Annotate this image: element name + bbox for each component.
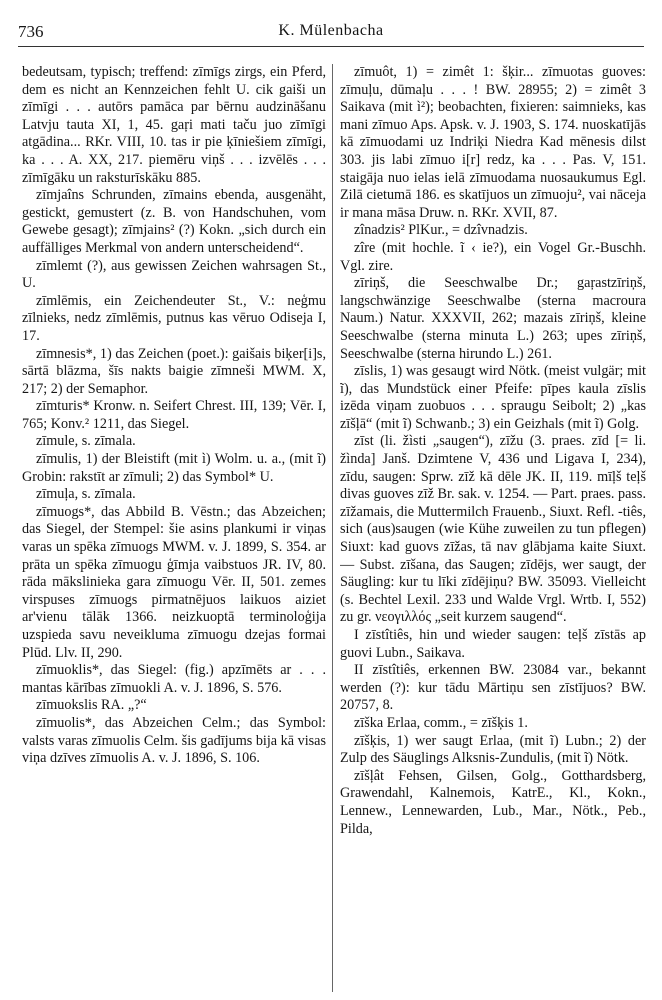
entry-zimlemt: zīmlemt (?), aus gewissen Zeichen wahrsagen St., U. [22, 257, 326, 292]
entry-zimule: zīmule, s. zīmala. [36, 433, 136, 450]
entry-zimjains: zīmjaîns Schrunden, zīmains ebenda, ausgenäht, gestickt, gemustert (z. B. von Handschuhen, vom Gewebe gesagt); zīmjains² (?) Kokn. „sich durch ein auffälliges Merkmal von andern unterscheidend“. [22, 187, 326, 256]
page-header [18, 22, 644, 47]
entry-zimnesis: zīmnesis*, 1) das Zeichen (poet.): gaišais biķer[i]s, sārtā blāzma, šīs nakts baigie zīmneši MWM. X, 217; 2) der Semaphor. [22, 345, 326, 397]
entry-zimuot: zīmuôt, 1) = zimêt 1: šķir... zīmuotas guoves: zīmuļu, dūmaļu . . . ! BW. 28955; 2) = zimêt 3 Saikava (mit ì²); beobachten, fixieren: saimnieks, kas mani zīmuo Aps. Apsk. v. J. 1903, S. 174. nuoskatījās kā zīmuodami uz Indriķi Niedra Kad mēnesis dilst 303. jis labi zīmuo i[r] redz, ka . . . Pas. V, 151. staigāja nuo ielas ielā zīmuodama nuosaukumus Egl. Zilā cietumā 186. es skatījuos un zīmuoju², vai nāceja ir mana māsa Druw. n. RKr. XVII, 87. [340, 64, 646, 221]
entry-zimulis: zīmulis, 1) der Bleistift (mit ì) Wolm. u. a., (mit ĩ) Grobin: rakstīt ar zīmuli; 2) das Symbol* U. [22, 451, 326, 485]
running-head: K. Mülenbacha [278, 22, 384, 39]
entry-zirins: zīriņš, die Seeschwalbe Dr.; gaŗastzīriņš, langschwänzige Seeschwalbe (sterna macroura Naum.) Natur. XXXVII, 262; mazais zīriņš, kleine Seeschwalbe (sterna minuta L.) 263; upes zīriņš, Seeschwalbe (sterna hirundo L.) 261. [340, 275, 646, 362]
entry-zimlemis: zīmlēmis, ein Zeichendeuter St., V.: neģmu zīlnieks, nedz zīmlēmis, putnus kas vēruo Odiseja I, 17. [22, 292, 326, 344]
entry-zire: zîre (mit hochle. ĩ ‹ ie?), ein Vogel Gr.-Buschh. Vgl. zire. [340, 239, 646, 274]
page-number: 736 [18, 22, 44, 41]
entry-zimuokslis: zīmuokslis RA. „?“ [36, 697, 147, 714]
left-column [22, 64, 326, 994]
column-divider [332, 64, 333, 992]
entry-zimuolis: zīmuolis*, das Abzeichen Celm.; das Symbol: valsts varas zīmuolis Celm. šis gadījums bija kā visas viņa dzīves zīmuolis A. v. J. 1896, S. 106. [22, 714, 326, 767]
entry-ziska: zīška Erlaa, comm., = zīšķis 1. [354, 714, 528, 731]
entry-zistities-2: II zīstîtiês, erkennen BW. 23084 var., bekannt werden (?): kur tādu Mārtiņu sen zīstījuos? BW. 20757, 8. [340, 662, 646, 714]
entry-zistities-1: I zīstîtiês, hin und wieder saugen: teļš zīstās ap guovi Lubn., Saikava. [340, 627, 646, 661]
entry-zimuogs: zīmuogs*, das Abbild B. Vēstn.; das Abzeichen; das Siegel, der Stempel: šie asins plankumi ir viņas varas un spēka zīmuogs MWM. v. J. 1899, S. 354. ar prāta un spēka zīmuogu ģīmja vaibstuos JR. IV, 80. rāda mākslinieka gara zīmuogu Vēr. II, 501. zemes virspuses zīmuogs pirmatnējuos laikuos aiziet ar'vienu tālāk 1366. neizkuoptā terminoloģija uzspieda savu neveiklumа zīmuogu dzejas formai Plūd. Llv. II, 290. [22, 503, 326, 661]
entry-zist: zīst (li. žìsti „saugen“), zīžu (3. praes. zīd [= li. žìnda] Janš. Dzimtene V, 436 und Ligava I, 234), zīdu, saugen: Sprw. zīž kā dēle JK. II, 119. mīļš teļš divas guoves zīž Br. sak. v. 1254. — Part. praes. pass. zīžamais, die Muttermilch Frauenb., Siuxt. Refl. -tiês, sich (aus)saugen (wie Kühe zuweilen zu tun pflegen) Siuxt: kad guovs zīžas, tā nav glābjama kaite Siuxt. — Subst. zīšana, das Saugen; zīdējs, wer saugt, der Säugling: kur tu līki zīdējiņu? BW. 35093. Vielleicht (s. Bechtel Lexil. 233 und Walde Vrgl. Wrtb. I, 552) zu gr. νεογιλλός „seit kurzem saugend“. [340, 433, 646, 626]
entry-zislat: zīšļât Fehsen, Gilsen, Golg., Gotthardsberg, Grawendahl, Kalnemois, KatrE., Kl., Kokn., Lennew., Lennewarden, Lub., Mar., Nötk., Peb., Pilda, [340, 767, 646, 837]
entry-ziskis: zīšķis, 1) wer saugt Erlaa, (mit ĩ) Lubn.; 2) der Zulp des Säuglings Alksnis-Zundulis, (mit ĩ) Nötk. [340, 732, 646, 767]
entry-zislis: zīslis, 1) was gesaugt wird Nötk. (meist vulgär; mit ĩ), das Mundstück einer Pfeife: pīpes kaula zīslis izēda viņam zuobuos . . . spraugu Seibolt; 2) „kas zīšļā“ (mit ĩ) Schwanb.; 3) ein Geizhals (mit ĩ) Golg. [340, 363, 646, 432]
entry-zimturis: zīmturis* Kronw. n. Seifert Chrest. III, 139; Vēr. I, 765; Konv.² 1211, das Siegel. [22, 398, 326, 432]
entry-zinadzis: zînadzis² PlKur., = dzîvnadzis. [354, 222, 528, 239]
right-column [340, 64, 646, 994]
entry-zimuoklis: zīmuoklis*, das Siegel: (fig.) apzīmēts ar . . . mantas kārības zīmuokli A. v. J. 1896, S. 576. [22, 662, 326, 696]
entry-zimigs-continued: bedeutsam, typisch; treffend: zīmīgs zirgs, ein Pferd, dem es nicht an Kennzeichen fehlt U. cik gaiši un zīmīgi . . . autōrs pamāca par bērnu audzināšanu Latvju tauta XI, 1, 45. gaŗi mati taču juo zīmīgi atgādina... RKr. VIII, 10. tas ir pie ķīniešiem zīmīgi, ka . . . A. XX, 217. piemēru viņš . . . izvēlēs . . . zīmīgāku un raksturīskāku 885. [22, 64, 326, 186]
entry-zimula: zīmuļa, s. zīmala. [36, 486, 136, 503]
